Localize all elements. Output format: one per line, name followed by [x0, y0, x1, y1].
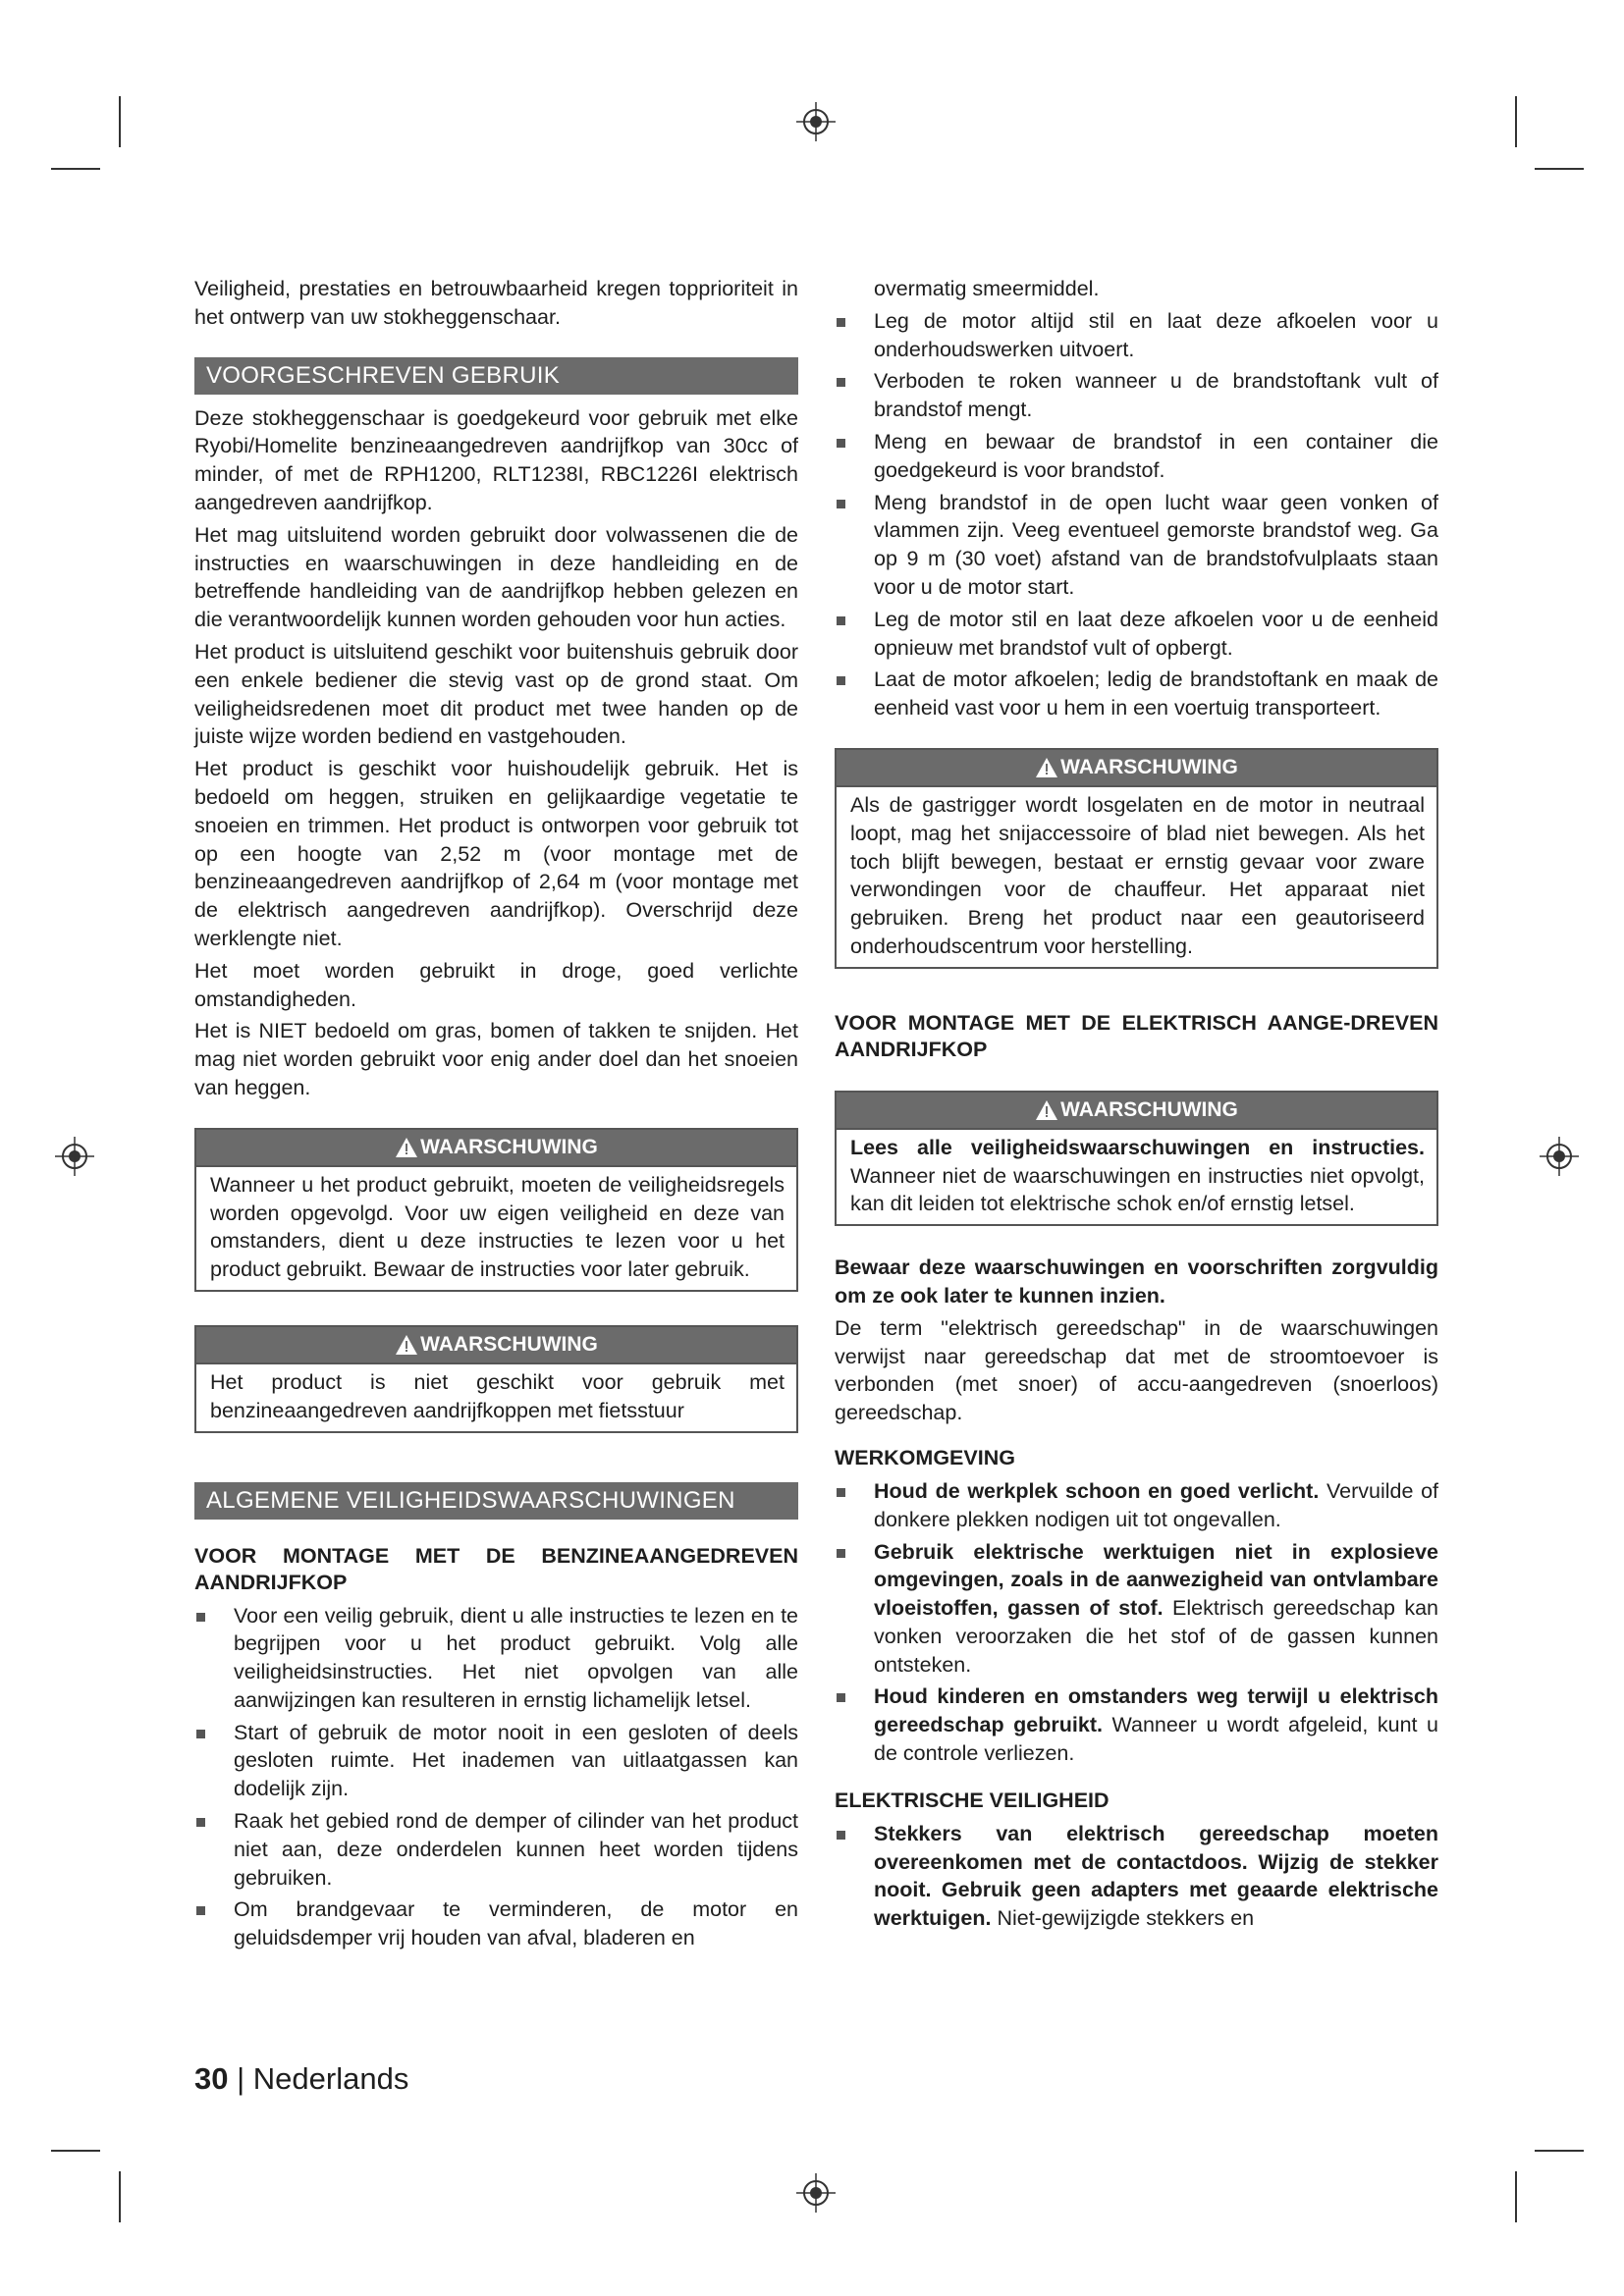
- electrical-safety-heading: ELEKTRISCHE VEILIGHEID: [835, 1788, 1110, 1812]
- subheading-petrol: VOOR MONTAGE MET DE BENZINEAANGEDREVEN AANDRIJFKOP: [194, 1543, 798, 1594]
- intended-use-paragraph: Het product is geschikt voor huishoudelijk gebruik. Het is bedoeld om heggen, struiken en gelijkaardige vegetatie te snoeien en trimmen. Het product is ontworpen voor gebruik tot op een hoogte van 2,52 m (voor montage met de benzineaangedreven aandrijfkop of 2,64 m (voor montage met de elektrisch aangedreven aandrijfkop). Overschrijd deze werklengte niet.: [194, 757, 798, 950]
- keep-instructions-text: De term "elektrisch gereedschap" in de waarschuwingen verwijst naar gereedschap dat met de stroomtoevoer is verbonden (met snoer) of accu-aangedreven (snoerloos) gereedschap.: [835, 1315, 1438, 1425]
- electrical-safety-list: [835, 1820, 1438, 1933]
- list-item: Houd de werkplek schoon en goed verlicht. Vervuilde of donkere plekken nodigen uit tot ongevallen.: [835, 1477, 1438, 1534]
- warning-heading: WAARSCHUWING: [1060, 1097, 1238, 1121]
- crop-mark: [119, 96, 121, 147]
- continuation-text: overmatig smeermiddel.: [874, 277, 1100, 300]
- left-column: [194, 275, 798, 1958]
- footer-separator: |: [237, 2061, 245, 2096]
- footer-language: Nederlands: [252, 2061, 409, 2096]
- warning-header: [196, 1327, 796, 1364]
- page-number: 30: [194, 2061, 229, 2096]
- crop-mark: [51, 168, 100, 170]
- crop-mark: [1515, 96, 1517, 147]
- warning-triangle-icon: [1035, 1099, 1058, 1121]
- warning-text: Als de gastrigger wordt losgelaten en de motor in neutraal loopt, mag het snijaccessoire of blad niet bewegen. Als het toch blijft bewegen, bestaat er ernstig gevaar voor zware verwondingen voor de chauffeur. Het apparaat niet gebruiken. Breng het product naar een geautoriseerd onderhoudscentrum voor herstelling.: [850, 792, 1425, 958]
- crop-mark: [119, 2171, 121, 2222]
- list-item: Laat de motor afkoelen; ledig de brandstoftank en maak de eenheid vast voor u hem in een voertuig transporteert.: [835, 666, 1438, 722]
- crop-mark: [51, 2150, 100, 2152]
- warning-header: [837, 1093, 1436, 1130]
- intro-paragraph: Veiligheid, prestaties en betrouwbaarheid kregen topprioriteit in het ontwerp van uw stokheggenschaar.: [194, 277, 798, 329]
- warning-triangle-icon: [395, 1334, 418, 1356]
- list-item: Gebruik elektrische werktuigen niet in explosieve omgevingen, zoals in de aanwezigheid van ontvlambare vloeistoffen, gassen of stof. Elektrisch gereedschap kan vonken veroorzaken die het stof of de gassen kunnen ontsteken.: [835, 1538, 1438, 1680]
- list-item: Houd kinderen en omstanders weg terwijl u elektrisch gereedschap gebruikt. Wanneer u wordt afgeleid, kunt u de controle verliezen.: [835, 1682, 1438, 1767]
- registration-mark-icon: [796, 102, 836, 141]
- list-item: Stekkers van elektrisch gereedschap moeten overeenkomen met de contactdoos. Wijzig de stekker nooit. Gebruik geen adapters met geaarde elektrische werktuigen. Niet-gewijzigde stekkers en: [835, 1820, 1438, 1933]
- warning-header: [196, 1130, 796, 1167]
- warning-text: Wanneer u het product gebruikt, moeten de veiligheidsregels worden opgevolgd. Voor uw eigen veiligheid en deze van omstanders, dient u deze instructies te lezen voor u het product gebruikt. Bewaar de instructies voor later gebruik.: [210, 1172, 785, 1282]
- warning-box: [835, 1091, 1438, 1226]
- list-item: Leg de motor altijd stil en laat deze afkoelen voor u onderhoudswerken uitvoert.: [835, 307, 1438, 364]
- list-item: Raak het gebied rond de demper of cilinder van het product niet aan, deze onderdelen kunnen heet worden tijdens gebruiken.: [194, 1807, 798, 1892]
- warning-text: [837, 1130, 1436, 1224]
- section-title-intended-use: VOORGESCHREVEN GEBRUIK: [194, 357, 798, 395]
- crop-mark: [1535, 168, 1584, 170]
- list-item: Verboden te roken wanneer u de brandstoftank vult of brandstof mengt.: [835, 367, 1438, 424]
- work-area-list: [835, 1477, 1438, 1768]
- intended-use-paragraph: Het mag uitsluitend worden gebruikt door volwassenen die de instructies en waarschuwingen in deze handleiding en de betreffende handleiding van de aandrijfkop hebben gelezen en die verantwoordelijk kunnen worden gehouden voor hun acties.: [194, 522, 798, 632]
- warning-triangle-icon: [395, 1137, 418, 1158]
- work-area-heading: WERKOMGEVING: [835, 1445, 1015, 1469]
- warning-triangle-icon: [1035, 757, 1058, 778]
- warning-box: [194, 1325, 798, 1433]
- warning-header: [837, 750, 1436, 787]
- registration-mark-icon: [1540, 1137, 1579, 1176]
- subheading-electric: VOOR MONTAGE MET DE ELEKTRISCH AANGE-DREVEN AANDRIJFKOP: [835, 1010, 1438, 1061]
- list-item: Voor een veilig gebruik, dient u alle instructies te lezen en te begrijpen voor u het product gebruikt. Volg alle veiligheidsinstructies. Het niet opvolgen van alle aanwijzingen kan resulteren in ernstig lichamelijk letsel.: [194, 1602, 798, 1715]
- keep-instructions-bold: Bewaar deze waarschuwingen en voorschriften zorgvuldig om ze ook later te kunnen inzien.: [835, 1255, 1438, 1308]
- list-item: Meng en bewaar de brandstof in een container die goedgekeurd is voor brandstof.: [835, 428, 1438, 485]
- warning-box: [835, 748, 1438, 969]
- warning-heading: WAARSCHUWING: [420, 1135, 598, 1158]
- crop-mark: [1515, 2171, 1517, 2222]
- list-item: Start of gebruik de motor nooit in een gesloten of deels gesloten ruimte. Het inademen van uitlaatgassen kan dodelijk zijn.: [194, 1719, 798, 1803]
- warning-box: [194, 1128, 798, 1292]
- warning-text: Het product is niet geschikt voor gebruik met benzineaangedreven aandrijfkoppen met fietsstuur: [210, 1369, 785, 1422]
- registration-mark-icon: [796, 2173, 836, 2213]
- intended-use-paragraph: Het moet worden gebruikt in droge, goed verlichte omstandigheden.: [194, 958, 798, 1011]
- petrol-safety-list: [194, 1602, 798, 1953]
- petrol-safety-list-continued: [835, 307, 1438, 722]
- crop-mark: [1535, 2150, 1584, 2152]
- intended-use-paragraph: Het product is uitsluitend geschikt voor buitenshuis gebruik door een enkele bediener die stevig vast op de grond staat. Om veiligheidsredenen moet dit product met twee handen op de juiste wijze worden bediend en vastgehouden.: [194, 639, 798, 749]
- section-title-general-safety: ALGEMENE VEILIGHEIDSWAARSCHUWINGEN: [194, 1482, 798, 1520]
- list-item: Om brandgevaar te verminderen, de motor en geluidsdemper vrij houden van afval, bladeren en: [194, 1896, 798, 1952]
- intended-use-paragraph: Het is NIET bedoeld om gras, bomen of takken te snijden. Het mag niet worden gebruikt voor enig ander doel dan het snoeien van heggen.: [194, 1019, 798, 1099]
- warning-heading: WAARSCHUWING: [1060, 755, 1238, 778]
- list-item: Meng brandstof in de open lucht waar geen vonken of vlammen zijn. Veeg eventueel gemorste brandstof weg. Ga op 9 m (30 voet) afstand van de brandstofvulplaats staan voor u de motor start.: [835, 489, 1438, 602]
- warning-heading: WAARSCHUWING: [420, 1332, 598, 1356]
- list-item: Leg de motor stil en laat deze afkoelen voor u de eenheid opnieuw met brandstof vult of opbergt.: [835, 606, 1438, 663]
- intended-use-paragraph: Deze stokheggenschaar is goedgekeurd voor gebruik met elke Ryobi/Homelite benzineaangedreven aandrijfkop van 30cc of minder, of met de RPH1200, RLT1238I, RBC1226I elektrisch aangedreven aandrijfkop.: [194, 405, 798, 514]
- page-footer: [194, 2061, 408, 2097]
- warning-bold-text: Lees alle veiligheidswaarschuwingen en instructies.: [850, 1135, 1425, 1159]
- right-column: [835, 275, 1438, 1939]
- registration-mark-icon: [55, 1137, 94, 1176]
- warning-plain-text: Wanneer niet de waarschuwingen en instructies niet opvolgt, kan dit leiden tot elektrische schok en/of ernstig letsel.: [850, 1163, 1425, 1216]
